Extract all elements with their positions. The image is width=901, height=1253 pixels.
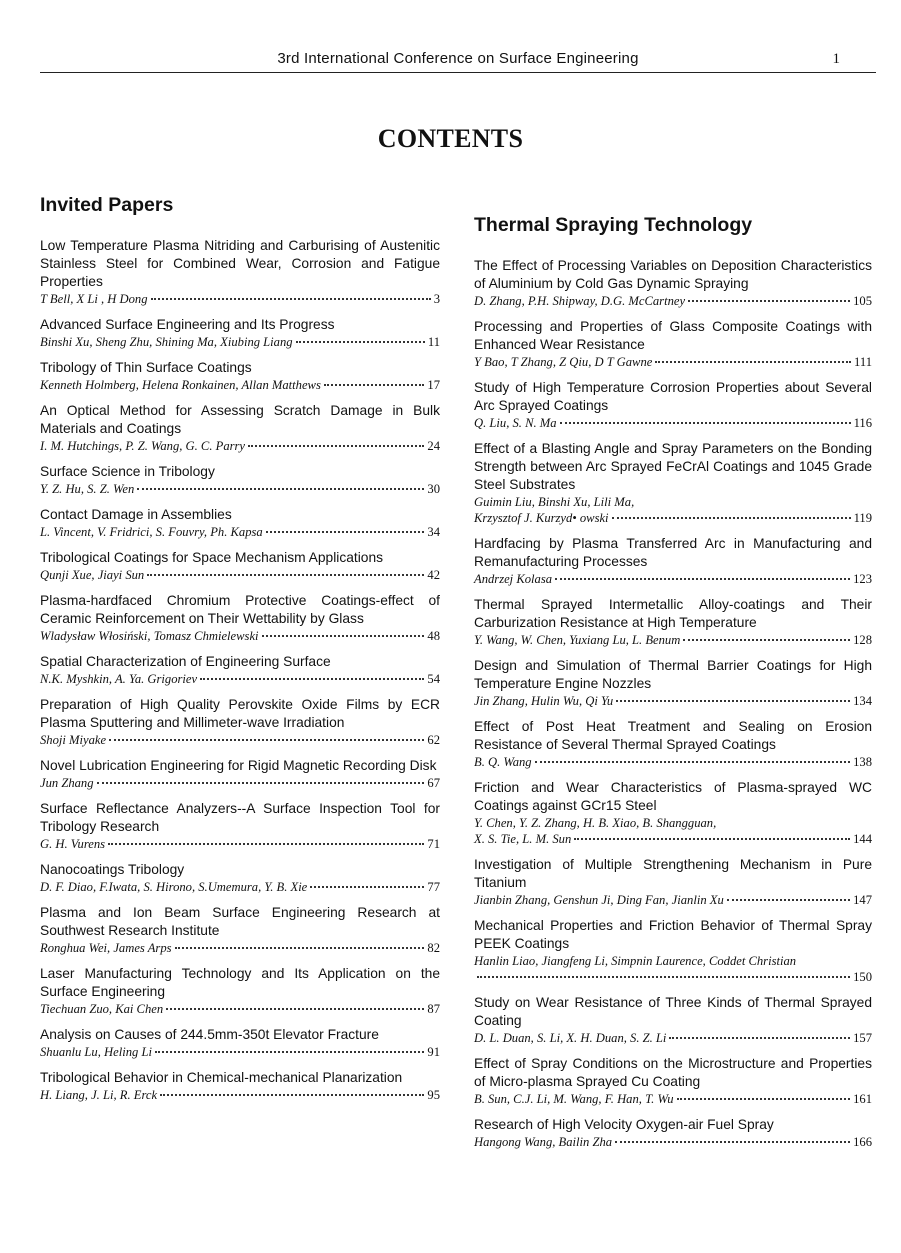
- entry-author-line: [474, 831, 872, 847]
- entry-authors: B. Q. Wang: [474, 755, 532, 769]
- entry-title: Plasma and Ion Beam Surface Engineering Research at Southwest Research Institute: [40, 905, 440, 938]
- entry-page-number: 119: [853, 511, 872, 525]
- entry-page-number: 67: [427, 776, 440, 790]
- entry-page-number: 144: [853, 832, 872, 846]
- entry-title: Tribological Behavior in Chemical-mechanical Planarization: [40, 1070, 403, 1085]
- toc-entry[interactable]: [40, 359, 440, 393]
- entry-authors: Binshi Xu, Sheng Zhu, Shining Ma, Xiubing Liang: [40, 335, 293, 349]
- entry-authors: Jin Zhang, Hulin Wu, Qi Yu: [474, 694, 614, 708]
- entry-title: Low Temperature Plasma Nitriding and Carburising of Austenitic Stainless Steel for Combined Wear, Corrosion and Fatigue Properties: [40, 238, 440, 289]
- toc-entry[interactable]: [40, 506, 440, 540]
- entry-author-line: [40, 481, 440, 497]
- entry-author-line: [40, 940, 440, 956]
- entry-title: Surface Reflectance Analyzers--A Surface Inspection Tool for Tribology Research: [40, 801, 440, 834]
- entry-author-line: [474, 571, 872, 587]
- dot-leader: [574, 838, 850, 840]
- dot-leader: [108, 843, 424, 845]
- entry-author-line: [474, 754, 872, 770]
- dot-leader: [727, 899, 850, 901]
- entry-page-number: 87: [427, 1002, 440, 1016]
- dot-leader: [310, 886, 424, 888]
- entry-authors: H. Liang, J. Li, R. Erck: [40, 1088, 158, 1102]
- right-column: [474, 214, 872, 1159]
- dot-leader: [262, 635, 425, 637]
- entry-title: Advanced Surface Engineering and Its Progress: [40, 317, 335, 332]
- entry-page-number: 166: [853, 1135, 872, 1149]
- entry-authors: Shoji Miyake: [40, 733, 107, 747]
- entry-title: Effect of Post Heat Treatment and Sealing on Erosion Resistance of Several Thermal Sprayed Coatings: [474, 719, 872, 752]
- page-number: 1: [832, 51, 840, 67]
- dot-leader: [477, 976, 850, 978]
- toc-entry[interactable]: [40, 653, 440, 687]
- dot-leader: [109, 739, 424, 741]
- toc-entry[interactable]: [40, 592, 440, 644]
- entry-page-number: 123: [853, 572, 872, 586]
- entry-title: Preparation of High Quality Perovskite Oxide Films by ECR Plasma Sputtering and Millimeter-wave Irradiation: [40, 697, 440, 730]
- entry-title: Effect of Spray Conditions on the Microstructure and Properties of Micro-plasma Sprayed Cu Coating: [474, 1056, 872, 1089]
- entry-page-number: 11: [427, 335, 440, 349]
- entry-author-line: [40, 567, 440, 583]
- entry-page-number: 157: [853, 1031, 872, 1045]
- entry-author-line: [474, 415, 872, 431]
- entry-title: Investigation of Multiple Strengthening Mechanism in Pure Titanium: [474, 857, 872, 890]
- toc-entry[interactable]: [474, 1055, 872, 1107]
- contents-title: CONTENTS: [377, 124, 524, 153]
- entry-authors-first-line: Y. Chen, Y. Z. Zhang, H. B. Xiao, B. Shangguan,: [474, 816, 717, 830]
- entry-page-number: 138: [853, 755, 872, 769]
- dot-leader: [97, 782, 425, 784]
- toc-entry[interactable]: [474, 856, 872, 908]
- dot-leader: [200, 678, 424, 680]
- entry-authors: N.K. Myshkin, A. Ya. Grigoriev: [40, 672, 198, 686]
- toc-entry[interactable]: [474, 1116, 872, 1150]
- entry-page-number: 42: [427, 568, 440, 582]
- toc-entry[interactable]: [474, 994, 872, 1046]
- entry-authors: B. Sun, C.J. Li, M. Wang, F. Han, T. Wu: [474, 1092, 674, 1106]
- entry-page-number: 71: [427, 837, 440, 851]
- entry-authors: D. Zhang, P.H. Shipway, D.G. McCartney: [474, 294, 686, 308]
- entry-author-line: [40, 334, 440, 350]
- toc-entry[interactable]: [474, 917, 872, 985]
- entry-author-line: [474, 293, 872, 309]
- conference-title: 3rd International Conference on Surface Engineering: [277, 50, 639, 67]
- entry-title: Thermal Sprayed Intermetallic Alloy-coatings and Their Carburization Resistance at High Temperature: [474, 597, 872, 630]
- entry-authors: Ronghua Wei, James Arps: [40, 941, 172, 955]
- entry-author-line: [474, 510, 872, 526]
- dot-leader: [175, 947, 425, 949]
- dot-leader: [688, 300, 850, 302]
- entry-authors: Q. Liu, S. N. Ma: [474, 416, 557, 430]
- toc-entry[interactable]: [474, 440, 872, 526]
- toc-entry[interactable]: [40, 237, 440, 307]
- toc-entry[interactable]: [40, 402, 440, 454]
- toc-entry[interactable]: [40, 463, 440, 497]
- entry-page-number: 161: [853, 1092, 872, 1106]
- entry-authors: X. S. Tie, L. M. Sun: [474, 832, 572, 846]
- entry-author-line: [40, 1044, 440, 1060]
- entry-author-line: [474, 632, 872, 648]
- dot-leader: [535, 761, 851, 763]
- entry-page-number: 116: [853, 416, 872, 430]
- entry-authors: Andrzej Kolasa: [474, 572, 553, 586]
- entry-page-number: 147: [853, 893, 872, 907]
- toc-entry[interactable]: [474, 779, 872, 847]
- dot-leader: [616, 700, 850, 702]
- entry-authors: D. L. Duan, S. Li, X. H. Duan, S. Z. Li: [474, 1031, 667, 1045]
- entry-page-number: 111: [854, 355, 872, 369]
- entry-title: Study on Wear Resistance of Three Kinds of Thermal Sprayed Coating: [474, 995, 872, 1028]
- dot-leader: [266, 531, 425, 533]
- entry-authors: L. Vincent, V. Fridrici, S. Fouvry, Ph. Kapsa: [40, 525, 263, 539]
- entry-authors: Wladysław Włosiński, Tomasz Chmielewski: [40, 629, 259, 643]
- dot-leader: [147, 574, 424, 576]
- running-header: [40, 50, 876, 73]
- toc-entry[interactable]: [40, 1069, 440, 1103]
- entry-author-line: [40, 836, 440, 852]
- entry-author-line: [40, 879, 440, 895]
- entry-title: An Optical Method for Assessing Scratch Damage in Bulk Materials and Coatings: [40, 403, 440, 436]
- dot-leader: [151, 298, 431, 300]
- entry-title: Tribology of Thin Surface Coatings: [40, 360, 252, 375]
- entry-authors: Jianbin Zhang, Genshun Ji, Ding Fan, Jianlin Xu: [474, 893, 724, 907]
- entry-authors: G. H. Vurens: [40, 837, 106, 851]
- toc-entry[interactable]: [474, 535, 872, 587]
- entry-author-line: [40, 438, 440, 454]
- entry-authors: Tiechuan Zuo, Kai Chen: [40, 1002, 164, 1016]
- toc-entry[interactable]: [40, 757, 440, 791]
- entry-authors-first-line: Hanlin Liao, Jiangfeng Li, Simpnin Laurence, Coddet Christian: [474, 954, 797, 968]
- dot-leader: [655, 361, 851, 363]
- entry-author-line: [474, 969, 872, 985]
- toc-entry[interactable]: [40, 861, 440, 895]
- toc-entry[interactable]: [40, 800, 440, 852]
- entry-page-number: 91: [427, 1045, 440, 1059]
- entry-authors: Y. Wang, W. Chen, Yuxiang Lu, L. Benum: [474, 633, 681, 647]
- entry-title: Surface Science in Tribology: [40, 464, 215, 479]
- entry-author-line: [474, 693, 872, 709]
- left-column: [40, 194, 440, 1112]
- entry-authors: Y. Z. Hu, S. Z. Wen: [40, 482, 135, 496]
- entry-author-line: [40, 377, 440, 393]
- entry-authors: Krzysztof J. Kurzyd• owski: [474, 511, 609, 525]
- entry-page-number: 48: [427, 629, 440, 643]
- entry-author-line: [40, 775, 440, 791]
- entry-author-line: [40, 1001, 440, 1017]
- toc-entry[interactable]: [40, 316, 440, 350]
- dot-leader: [324, 384, 425, 386]
- entry-page-number: 105: [853, 294, 872, 308]
- dot-leader: [160, 1094, 424, 1096]
- dot-leader: [560, 422, 851, 424]
- entry-title: Novel Lubrication Engineering for Rigid Magnetic Recording Disk: [40, 758, 437, 773]
- dot-leader: [296, 341, 425, 343]
- entry-page-number: 95: [427, 1088, 440, 1102]
- entry-authors: D. F. Diao, F.Iwata, S. Hirono, S.Umemura, Y. B. Xie: [40, 880, 308, 894]
- entry-page-number: 134: [853, 694, 872, 708]
- entry-title: The Effect of Processing Variables on Deposition Characteristics of Aluminium by Cold Gas Dynamic Spraying: [474, 258, 872, 291]
- entry-page-number: 54: [427, 672, 440, 686]
- entry-author-line: [474, 1091, 872, 1107]
- toc-entry[interactable]: [474, 718, 872, 770]
- entry-author-line: [474, 354, 872, 370]
- entry-author-line: [40, 732, 440, 748]
- entry-author-line: [40, 628, 440, 644]
- dot-leader: [248, 445, 424, 447]
- dot-leader: [155, 1051, 424, 1053]
- entry-authors: Jun Zhang: [40, 776, 94, 790]
- entry-authors: I. M. Hutchings, P. Z. Wang, G. C. Parry: [40, 439, 246, 453]
- entry-author-line: [474, 1030, 872, 1046]
- entry-page-number: 82: [427, 941, 440, 955]
- dot-leader: [669, 1037, 850, 1039]
- entry-title: Analysis on Causes of 244.5mm-350t Elevator Fracture: [40, 1027, 379, 1042]
- entry-authors: Shuanlu Lu, Heling Li: [40, 1045, 152, 1059]
- entry-author-line: [40, 524, 440, 540]
- dot-leader: [612, 517, 851, 519]
- entry-title: Research of High Velocity Oxygen-air Fuel Spray: [474, 1117, 774, 1132]
- entry-page-number: 77: [427, 880, 440, 894]
- entry-page-number: 24: [427, 439, 440, 453]
- entry-page-number: 17: [427, 378, 440, 392]
- toc-entry[interactable]: [40, 965, 440, 1017]
- entry-title: Processing and Properties of Glass Composite Coatings with Enhanced Wear Resistance: [474, 319, 872, 352]
- dot-leader: [555, 578, 850, 580]
- entry-authors: Y Bao, T Zhang, Z Qiu, D T Gawne: [474, 355, 653, 369]
- entry-page-number: 128: [853, 633, 872, 647]
- entry-page-number: 62: [427, 733, 440, 747]
- entry-author-line: [40, 291, 440, 307]
- dot-leader: [683, 639, 850, 641]
- dot-leader: [615, 1141, 850, 1143]
- entry-title: Friction and Wear Characteristics of Plasma-sprayed WC Coatings against GCr15 Steel: [474, 780, 872, 813]
- entry-title: Nanocoatings Tribology: [40, 862, 185, 877]
- entry-author-line: [40, 671, 440, 687]
- entry-title: Hardfacing by Plasma Transferred Arc in Manufacturing and Remanufacturing Processes: [474, 536, 872, 569]
- entry-authors: Qunji Xue, Jiayi Sun: [40, 568, 145, 582]
- section-heading-invited-papers: Invited Papers: [40, 194, 174, 216]
- entry-authors: Hangong Wang, Bailin Zha: [474, 1135, 613, 1149]
- dot-leader: [166, 1008, 424, 1010]
- entry-page-number: 30: [427, 482, 440, 496]
- entry-title: Study of High Temperature Corrosion Properties about Several Arc Sprayed Coatings: [474, 380, 872, 413]
- entry-title: Spatial Characterization of Engineering Surface: [40, 654, 331, 669]
- entry-authors: Kenneth Holmberg, Helena Ronkainen, Allan Matthews: [40, 378, 321, 392]
- entry-page-number: 150: [853, 970, 872, 984]
- entry-authors-first-line: Guimin Liu, Binshi Xu, Lili Ma,: [474, 495, 635, 509]
- entry-page-number: 34: [427, 525, 440, 539]
- toc-entry[interactable]: [474, 657, 872, 709]
- toc-entry[interactable]: [474, 318, 872, 370]
- toc-entry[interactable]: [40, 696, 440, 748]
- entry-authors: T Bell, X Li , H Dong: [40, 292, 148, 306]
- dot-leader: [677, 1098, 851, 1100]
- entry-title: Tribological Coatings for Space Mechanism Applications: [40, 550, 384, 565]
- entry-title: Contact Damage in Assemblies: [40, 507, 232, 522]
- entry-title: Mechanical Properties and Friction Behavior of Thermal Spray PEEK Coatings: [474, 918, 872, 951]
- entry-page-number: 3: [433, 292, 440, 306]
- toc-entry[interactable]: [40, 904, 440, 956]
- entry-title: Plasma-hardfaced Chromium Protective Coatings-effect of Ceramic Reinforcement on Their Wettability by Glass: [40, 593, 440, 626]
- dot-leader: [137, 488, 424, 490]
- toc-entry[interactable]: [474, 379, 872, 431]
- toc-entry[interactable]: [40, 549, 440, 583]
- toc-entry[interactable]: [474, 596, 872, 648]
- entry-title: Design and Simulation of Thermal Barrier Coatings for High Temperature Engine Nozzles: [474, 658, 872, 691]
- entry-author-line: [474, 1134, 872, 1150]
- entry-author-line: [474, 892, 872, 908]
- entry-title: Laser Manufacturing Technology and Its Application on the Surface Engineering: [40, 966, 440, 999]
- entry-author-line: [40, 1087, 440, 1103]
- entry-title: Effect of a Blasting Angle and Spray Parameters on the Bonding Strength between Arc Sprayed FeCrAl Coatings and 1045 Grade Steel Substrates: [474, 441, 872, 492]
- toc-entry[interactable]: [40, 1026, 440, 1060]
- section-heading-thermal-spraying: Thermal Spraying Technology: [474, 214, 753, 236]
- toc-entry[interactable]: [474, 257, 872, 309]
